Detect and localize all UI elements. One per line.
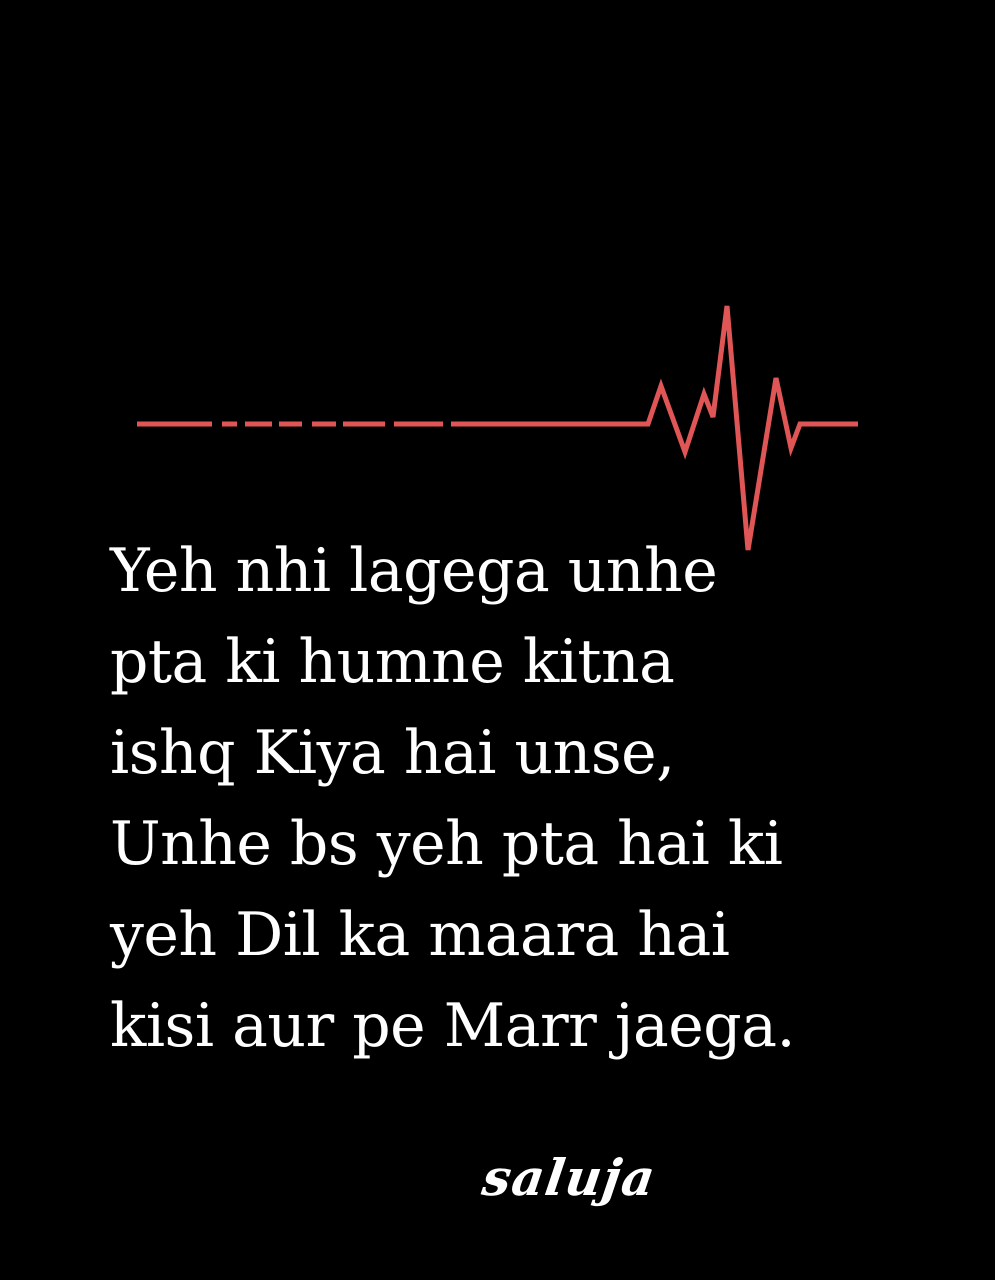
poem-line: kisi aur pe Marr jaega.: [110, 991, 796, 1061]
poem-line: Unhe bs yeh pta hai ki: [110, 809, 783, 879]
heartbeat-pulse: [451, 306, 858, 550]
poem-line: pta ki humne kitna: [110, 627, 675, 697]
poem-line: ishq Kiya hai unse,: [110, 718, 675, 788]
author-signature: saluja: [478, 1148, 660, 1207]
poem-line: Yeh nhi lagega unhe: [110, 536, 718, 606]
poem-text: [110, 526, 870, 1072]
poem-line: yeh Dil ka maara hai: [110, 900, 730, 970]
